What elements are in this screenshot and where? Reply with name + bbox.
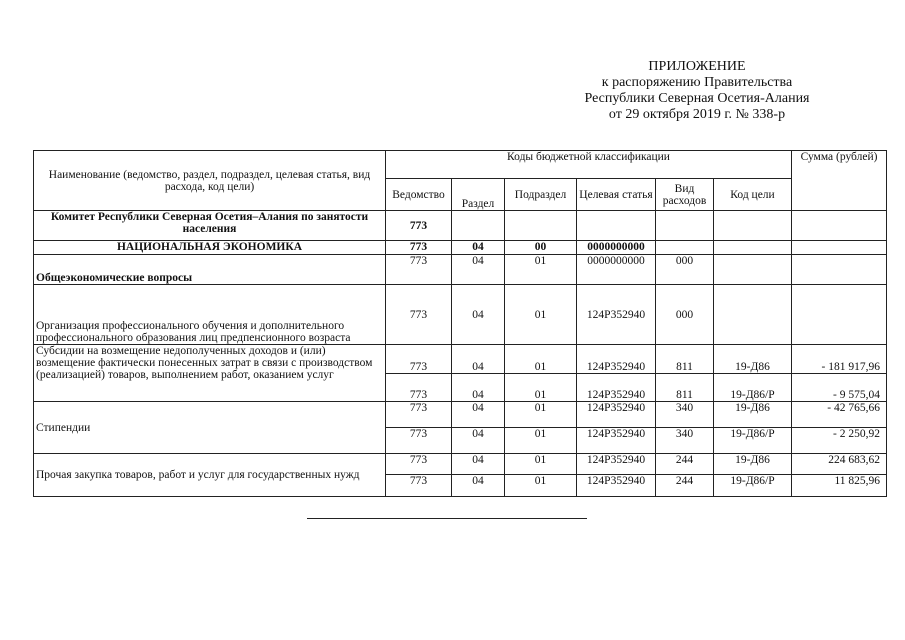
budget-table: [33, 150, 887, 497]
table-row: [34, 345, 887, 374]
cell-kod-tseli: 19-Д86/Р: [714, 475, 792, 497]
cell-vedomstvo: 773: [386, 374, 452, 402]
cell-vid: 340: [656, 428, 714, 454]
cell-vedomstvo: 773: [386, 211, 452, 241]
cell-sum: - 42 765,66: [792, 402, 887, 428]
closing-divider: [307, 518, 587, 519]
cell-tselevaya: 124P352940: [577, 374, 656, 402]
cell-vid: 340: [656, 402, 714, 428]
col-header-name: Наименование (ведомство, раздел, подраздел, целевая статья, вид расхода, код цели): [34, 151, 386, 211]
cell-podrazdel: 01: [505, 475, 577, 497]
cell-podrazdel: 01: [505, 255, 577, 285]
cell-sum: - 9 575,04: [792, 374, 887, 402]
cell-vid: 811: [656, 374, 714, 402]
row-name: Комитет Республики Северная Осетия–Алания по занятости населения: [34, 211, 386, 241]
cell-podrazdel: 01: [505, 454, 577, 475]
col-header-tselevaya: Целевая статья: [577, 179, 656, 211]
col-header-razdel: Раздел: [452, 179, 505, 211]
cell-tselevaya: 124P352940: [577, 402, 656, 428]
header-line-2: к распоряжению Правительства: [601, 75, 793, 90]
cell-tselevaya: 0000000000: [577, 241, 656, 255]
row-name: Общеэкономические вопросы: [34, 255, 386, 285]
row-name: Субсидии на возмещение недополученных доходов и (или) возмещение фактически понесенных затрат в связи с производством (реализацией) товаров, выполнением работ, оказанием услуг: [34, 345, 386, 402]
cell-tselevaya: 124P352940: [577, 428, 656, 454]
cell-tselevaya: 124P352940: [577, 345, 656, 374]
table-row: [34, 402, 887, 428]
cell-sum: 224 683,62: [792, 454, 887, 475]
cell-vedomstvo: 773: [386, 428, 452, 454]
cell-tselevaya: 0000000000: [577, 255, 656, 285]
table-row: [34, 241, 887, 255]
appendix-title: ПРИЛОЖЕНИЕ: [648, 59, 746, 74]
cell-razdel: 04: [452, 475, 505, 497]
table-row: [34, 454, 887, 475]
table-row: [34, 255, 887, 285]
cell-vid: 000: [656, 285, 714, 345]
cell-razdel: 04: [452, 255, 505, 285]
cell-vedomstvo: 773: [386, 402, 452, 428]
cell-vedomstvo: 773: [386, 345, 452, 374]
col-header-vid: Вид расходов: [656, 179, 714, 211]
cell-podrazdel: 01: [505, 285, 577, 345]
table-row: [34, 211, 887, 241]
cell-vid: 000: [656, 255, 714, 285]
cell-kod-tseli: 19-Д86/Р: [714, 428, 792, 454]
cell-tselevaya: 124P352940: [577, 475, 656, 497]
col-header-sum: Сумма (рублей): [792, 151, 887, 211]
cell-tselevaya: 124P352940: [577, 454, 656, 475]
cell-razdel: 04: [452, 241, 505, 255]
cell-podrazdel: 01: [505, 345, 577, 374]
cell-vid: 244: [656, 454, 714, 475]
cell-sum: 11 825,96: [792, 475, 887, 497]
cell-razdel: 04: [452, 428, 505, 454]
col-header-kod-tseli: Код цели: [714, 179, 792, 211]
header-line-3: Республики Северная Осетия-Алания: [584, 91, 810, 106]
cell-tselevaya: 124P352940: [577, 285, 656, 345]
cell-kod-tseli: 19-Д86: [714, 345, 792, 374]
row-name: Стипендии: [34, 402, 386, 454]
cell-kod-tseli: 19-Д86/Р: [714, 374, 792, 402]
cell-razdel: 04: [452, 345, 505, 374]
col-header-vedomstvo: Ведомство: [386, 179, 452, 211]
cell-razdel: 04: [452, 285, 505, 345]
table-row: [34, 285, 887, 345]
cell-sum: - 181 917,96: [792, 345, 887, 374]
cell-sum: - 2 250,92: [792, 428, 887, 454]
row-name: НАЦИОНАЛЬНАЯ ЭКОНОМИКА: [34, 241, 386, 255]
cell-podrazdel: 01: [505, 374, 577, 402]
cell-podrazdel: 01: [505, 428, 577, 454]
cell-podrazdel: 01: [505, 402, 577, 428]
cell-kod-tseli: 19-Д86: [714, 454, 792, 475]
cell-vid: 811: [656, 345, 714, 374]
col-header-codes: Коды бюджетной классификации: [386, 151, 792, 179]
cell-vid: 244: [656, 475, 714, 497]
cell-vedomstvo: 773: [386, 285, 452, 345]
cell-vedomstvo: 773: [386, 241, 452, 255]
col-header-podrazdel: Подраздел: [505, 179, 577, 211]
cell-razdel: 04: [452, 454, 505, 475]
cell-razdel: 04: [452, 374, 505, 402]
row-name: Прочая закупка товаров, работ и услуг для государственных нужд: [34, 454, 386, 497]
document-header: [557, 59, 837, 123]
cell-razdel: 04: [452, 402, 505, 428]
cell-kod-tseli: 19-Д86: [714, 402, 792, 428]
row-name: Организация профессионального обучения и дополнительного профессионального образования лиц предпенсионного возраста: [34, 285, 386, 345]
cell-podrazdel: 00: [505, 241, 577, 255]
cell-vedomstvo: 773: [386, 255, 452, 285]
cell-vedomstvo: 773: [386, 454, 452, 475]
header-line-4: от 29 октября 2019 г. № 338-р: [608, 107, 786, 122]
cell-vedomstvo: 773: [386, 475, 452, 497]
